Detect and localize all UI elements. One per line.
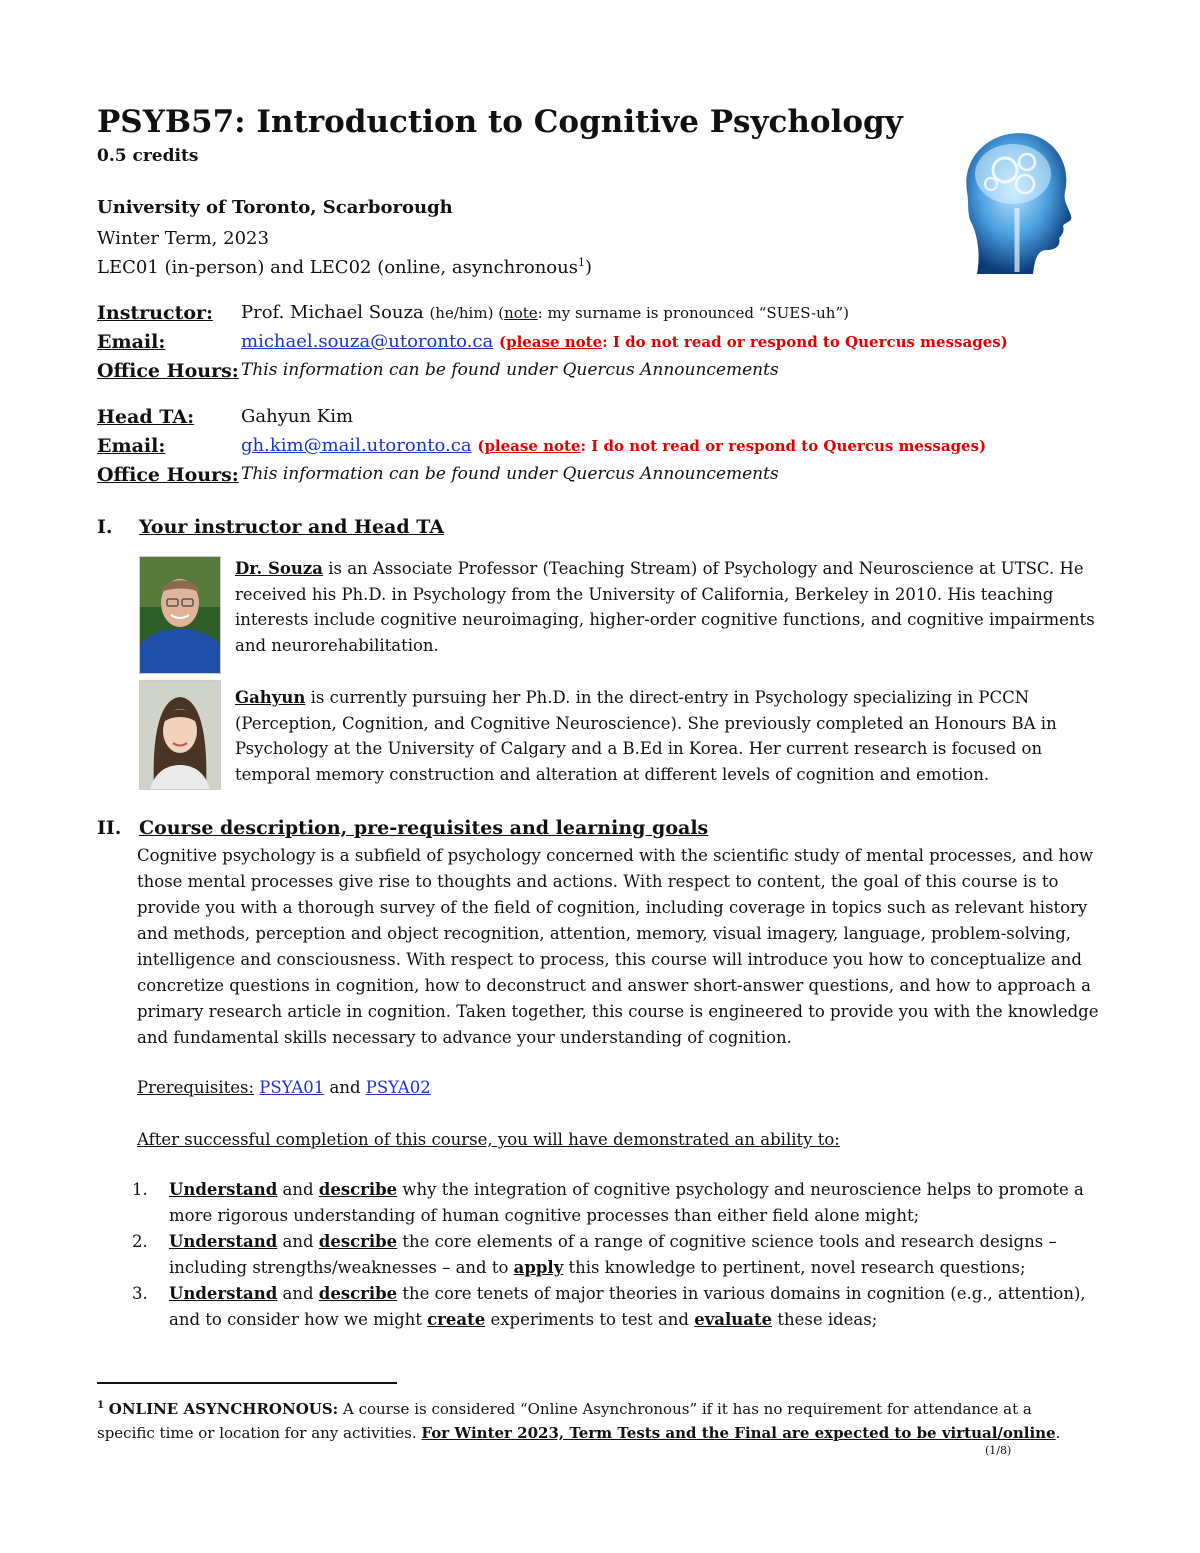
- goal-text: and: [277, 1180, 319, 1199]
- ta-bio-name: Gahyun: [235, 688, 306, 707]
- instructor-photo: [139, 556, 221, 674]
- ta-photo: [139, 680, 221, 790]
- instructor-email-link[interactable]: michael.souza@utoronto.ca: [241, 331, 494, 352]
- goal-verb: create: [427, 1310, 486, 1329]
- goal-text: why the integration of cognitive psychology and neuroscience helps to promote a more rigorous understanding of human cognitive processes than either field alone might;: [169, 1180, 1084, 1225]
- goal-number: 2.: [132, 1232, 148, 1251]
- footnote-text: A course is considered “Online Asynchronous” if it has no requirement for attendance at a specific time or location for any activities.: [97, 1400, 1032, 1442]
- lecture-sections: [97, 256, 592, 278]
- goal-text: the core tenets of major theories in various domains in cognition (e.g., attention), and to consider how we might: [169, 1284, 1086, 1329]
- goal-verb: evaluate: [694, 1310, 773, 1329]
- goal-verb: describe: [318, 1232, 398, 1251]
- goal-number: 1.: [132, 1180, 148, 1199]
- goal-verb: Understand: [169, 1180, 278, 1199]
- learning-goal: [132, 1229, 1107, 1281]
- prereq-psya01-link[interactable]: PSYA01: [259, 1078, 325, 1097]
- pronunciation-note: : my surname is pronounced “SUES-uh”): [537, 304, 849, 322]
- section-1-heading: [97, 516, 444, 538]
- ta-name: Gahyun Kim: [241, 406, 354, 427]
- prereq-psya02-link[interactable]: PSYA02: [365, 1078, 431, 1097]
- page-number: (1/8): [985, 1444, 1012, 1457]
- ta-bio: [235, 685, 1105, 788]
- goal-verb: describe: [318, 1180, 398, 1199]
- instructor-name: Prof. Michael Souza: [241, 302, 424, 323]
- term: Winter Term, 2023: [97, 228, 269, 249]
- ta-email-row: [241, 435, 986, 456]
- ta-hours: This information can be found under Quercus Announcements: [241, 464, 779, 484]
- course-credits: 0.5 credits: [97, 146, 199, 166]
- learning-goal: [132, 1177, 1107, 1229]
- ta-hours-label: Office Hours:: [97, 464, 239, 486]
- learning-goal: [132, 1281, 1107, 1333]
- goal-text: the core elements of a range of cognitive science tools and research designs – including strengths/weaknesses – and to: [169, 1232, 1057, 1277]
- footnote-divider: [97, 1382, 397, 1384]
- sections-close: ): [584, 257, 592, 278]
- quercus-warning: : I do not read or respond to Quercus messages): [580, 437, 987, 455]
- instructor-bio-text: is an Associate Professor (Teaching Stream) of Psychology and Neuroscience at UTSC. He received his Ph.D. in Psychology from the University of California, Berkeley in 2010. His teaching interests include cognitive neuroimaging, higher-order cognitive functions, and cognitive impairments and neurorehabilitation.: [235, 559, 1095, 656]
- ta-bio-text: is currently pursuing her Ph.D. in the direct-entry in Psychology specializing in PCCN (Perception, Cognition, and Cognitive Neuroscience). She previously completed an Honours BA in Psychology at the University of Calgary and a B.Ed in Korea. Her current research is focused on temporal memory construction and alteration at different levels of cognition and emotion.: [235, 688, 1057, 785]
- goal-text: this knowledge to pertinent, novel research questions;: [563, 1258, 1026, 1277]
- prerequisites-label: Prerequisites:: [137, 1078, 255, 1097]
- quercus-warning: : I do not read or respond to Quercus messages): [602, 333, 1008, 351]
- ta-email-label: Email:: [97, 435, 166, 457]
- instructor-pronouns: (he/him) (: [429, 304, 505, 322]
- instructor-hours: This information can be found under Quercus Announcements: [241, 360, 779, 380]
- goal-verb: describe: [318, 1284, 398, 1303]
- instructor-info: [241, 302, 849, 323]
- footnote-mark: 1: [97, 1400, 104, 1411]
- goal-number: 3.: [132, 1284, 148, 1303]
- goal-verb: Understand: [169, 1232, 278, 1251]
- goal-text: and: [277, 1284, 319, 1303]
- goal-text: experiments to test and: [485, 1310, 695, 1329]
- sections-text: LEC01 (in-person) and LEC02 (online, asynchronous: [97, 257, 578, 278]
- university-name: University of Toronto, Scarborough: [97, 197, 453, 218]
- warn-word: please note: [506, 333, 603, 351]
- footnote-end: .: [1055, 1424, 1061, 1442]
- footnote-emphasis: For Winter 2023, Term Tests and the Final are expected to be virtual/online: [421, 1424, 1056, 1442]
- note-word: note: [504, 304, 538, 322]
- prereq-and: and: [324, 1078, 366, 1097]
- ta-label: Head TA:: [97, 406, 195, 428]
- brain-head-illustration: [947, 122, 1075, 274]
- warn-open: (: [477, 437, 485, 455]
- instructor-bio: [235, 556, 1105, 659]
- learning-goals-intro: After successful completion of this course, you will have demonstrated an ability to:: [137, 1130, 840, 1149]
- section-2-heading: [97, 817, 708, 839]
- instructor-bio-name: Dr. Souza: [235, 559, 323, 578]
- goal-verb: Understand: [169, 1284, 278, 1303]
- goal-text: and: [277, 1232, 319, 1251]
- section-title: Your instructor and Head TA: [139, 516, 445, 538]
- goal-verb: apply: [513, 1258, 564, 1277]
- footnote-label: ONLINE ASYNCHRONOUS:: [108, 1400, 339, 1418]
- section-title: Course description, pre-requisites and learning goals: [139, 817, 709, 839]
- course-description: Cognitive psychology is a subfield of psychology concerned with the scientific study of mental processes, and how those mental processes give rise to thoughts and actions. With respect to content, the goal of this course is to provide you with a thorough survey of the field of cognition, including coverage in topics such as relevant history and methods, perception and object recognition, attention, memory, visual imagery, language, problem-solving, intelligence and consciousness. With respect to process, this course will introduce you how to conceptualize and concretize questions in cognition, how to deconstruct and answer short-answer questions, and how to approach a primary research article in cognition. Taken together, this course is engineered to provide you with the knowledge and fundamental skills necessary to advance your understanding of cognition.: [137, 846, 1099, 1047]
- footnote-ref[interactable]: 1: [577, 256, 585, 269]
- prerequisites: [137, 1075, 1107, 1101]
- instructor-email-label: Email:: [97, 331, 166, 353]
- warn-word: please note: [484, 437, 581, 455]
- learning-goals-list: [132, 1177, 1107, 1333]
- page-title: PSYB57: Introduction to Cognitive Psychology: [97, 104, 903, 140]
- instructor-hours-label: Office Hours:: [97, 360, 239, 382]
- instructor-email-row: [241, 331, 1008, 352]
- goal-text: these ideas;: [772, 1310, 878, 1329]
- section-number: II.: [97, 817, 122, 839]
- ta-email-link[interactable]: gh.kim@mail.utoronto.ca: [241, 435, 472, 456]
- footnote: [97, 1394, 1077, 1445]
- warn-open: (: [498, 333, 507, 351]
- instructor-label: Instructor:: [97, 302, 214, 324]
- section-number: I.: [97, 516, 113, 538]
